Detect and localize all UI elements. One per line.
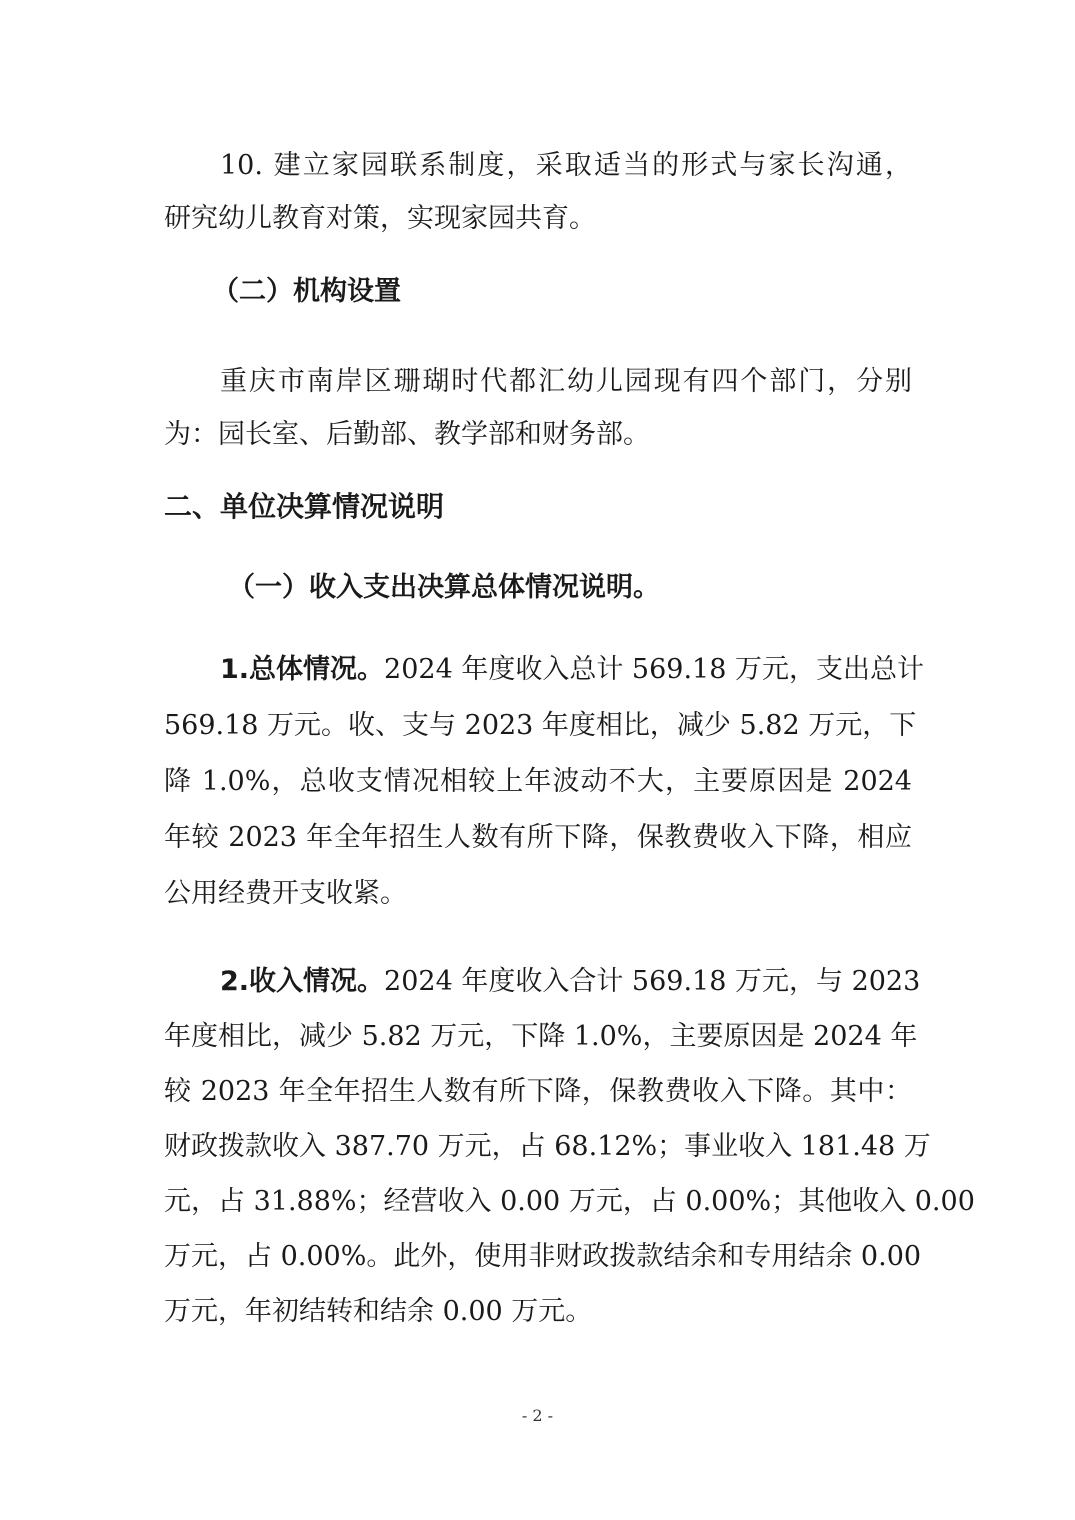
page-number: - 2 - [521,1406,554,1425]
overall-label: 1.总体情况。 [220,654,385,685]
income-line-3: 较 2023 年全年招生人数有所下降，保教费收入下降。其中： [164,1076,912,1107]
overall-line-5: 公用经费开支收紧。 [164,878,407,909]
heading-org-structure: （二）机构设置 [212,276,401,307]
section-heading: 二、单位决算情况说明 [164,490,445,523]
overall-line-3: 降 1.0%，总收支情况相较上年波动不大，主要原因是 2024 [164,766,912,797]
income-line-1-text: 2024 年度收入合计 569.18 万元，与 2023 [384,966,921,997]
overall-line-2: 569.18 万元。收、支与 2023 年度相比，减少 5.82 万元，下 [164,710,917,741]
income-line-5: 元，占 31.88%；经营收入 0.00 万元，占 0.00%；其他收入 0.00 [164,1186,975,1217]
income-line-6: 万元，占 0.00%。此外，使用非财政拨款结余和专用结余 0.00 [164,1241,922,1272]
overall-line-1-text: 2024 年度收入总计 569.18 万元，支出总计 [384,654,924,685]
income-line-4: 财政拨款收入 387.70 万元，占 68.12%；事业收入 181.48 万 [164,1131,931,1162]
org-line-1: 重庆市南岸区珊瑚时代都汇幼儿园现有四个部门，分别 [220,366,912,397]
overall-line-1 [220,650,924,690]
item10-line-2: 研究幼儿教育对策，实现家园共育。 [164,203,596,234]
income-line-2: 年度相比，减少 5.82 万元，下降 1.0%，主要原因是 2024 年 [164,1021,918,1052]
subsection-heading: （一）收入支出决算总体情况说明。 [228,572,660,603]
income-label: 2.收入情况。 [220,966,385,997]
overall-line-4: 年较 2023 年全年招生人数有所下降，保教费收入下降，相应 [164,822,912,853]
item10-line-1: 10. 建立家园联系制度，采取适当的形式与家长沟通， [220,150,912,181]
income-line-1 [220,962,921,1002]
org-line-2: 为：园长室、后勤部、教学部和财务部。 [164,419,650,450]
income-line-7: 万元，年初结转和结余 0.00 万元。 [164,1296,593,1327]
